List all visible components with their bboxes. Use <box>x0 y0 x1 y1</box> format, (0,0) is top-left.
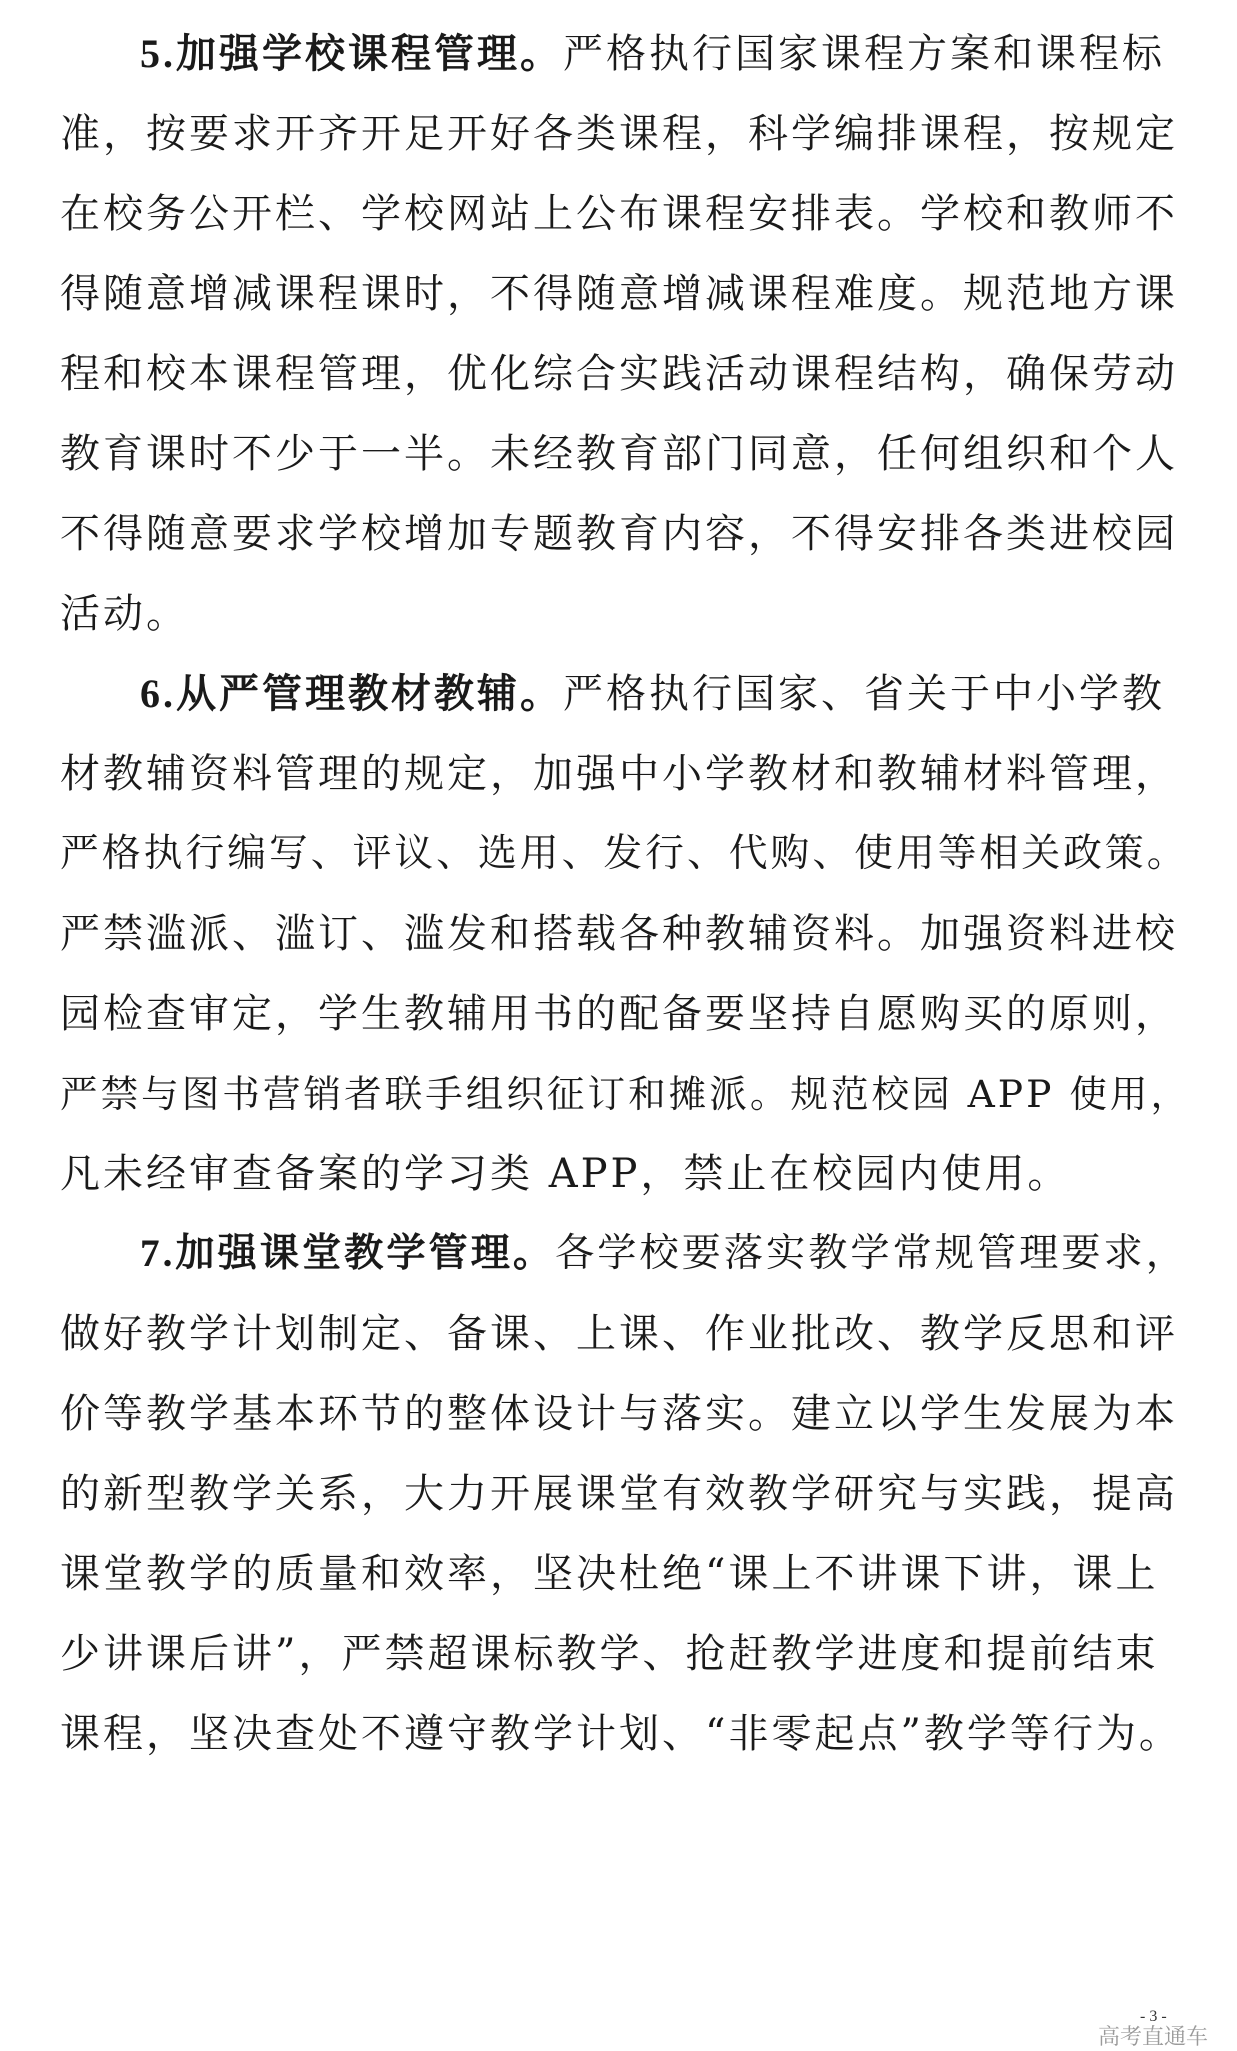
paragraph-line: 的新型教学关系，大力开展课堂有效教学研究与实践，提高 <box>60 1471 1178 1517</box>
paragraph-6 <box>60 654 1192 1214</box>
paragraph-line: 教育课时不少于一半。未经教育部门同意，任何组织和个人 <box>60 431 1178 477</box>
paragraph-line: 严禁滥派、滥订、滥发和搭载各种教辅资料。加强资料进校 <box>60 911 1178 957</box>
paragraph-text: 严格执行国家、省关于中小学教 <box>563 671 1165 717</box>
paragraph-first-line <box>60 654 1188 734</box>
paragraph-line: 严禁与图书营销者联手组织征订和摊派。规范校园 APP 使用， <box>60 1072 1192 1116</box>
page-number: - 3 - <box>1140 2008 1167 2025</box>
paragraph-line: 准，按要求开齐开足开好各类课程，科学编排课程，按规定 <box>60 111 1178 157</box>
paragraph-line: 园检查审定，学生教辅用书的配备要坚持自愿购买的原则， <box>60 991 1178 1037</box>
paragraph-line: 不得随意要求学校增加专题教育内容，不得安排各类进校园 <box>60 511 1178 557</box>
section-heading: 7.加强课堂教学管理。 <box>140 1232 556 1275</box>
paragraph-text: 严格执行国家课程方案和课程标 <box>563 31 1165 77</box>
paragraph-line: 活动。 <box>60 591 189 637</box>
paragraph-5 <box>60 14 1188 654</box>
paragraph-line: 课程，坚决查处不遵守教学计划、“非零起点”教学等行为。 <box>60 1711 1182 1757</box>
paragraph-text: 各学校要落实教学常规管理要求， <box>555 1231 1188 1276</box>
watermark-text: 高考直通车 <box>1098 2025 1209 2050</box>
paragraph-line: 严格执行编写、评议、选用、发行、代购、使用等相关政策。 <box>60 831 1189 876</box>
paragraph-line: 做好教学计划制定、备课、上课、作业批改、教学反思和评 <box>60 1311 1178 1357</box>
paragraph-line: 得随意增减课程课时，不得随意增减课程难度。规范地方课 <box>60 271 1178 317</box>
paragraph-first-line <box>60 1214 1188 1294</box>
document-body <box>60 14 1192 1774</box>
paragraph-line: 价等教学基本环节的整体设计与落实。建立以学生发展为本 <box>60 1391 1178 1437</box>
paragraph-line: 课堂教学的质量和效率，坚决杜绝“课上不讲课下讲，课上 <box>60 1551 1159 1597</box>
paragraph-first-line <box>60 14 1188 94</box>
paragraph-line: 凡未经审查备案的学习类 APP，禁止在校园内使用。 <box>60 1151 1071 1197</box>
section-heading: 6.从严管理教材教辅。 <box>140 671 563 716</box>
paragraph-line: 程和校本课程管理，优化综合实践活动课程结构，确保劳动 <box>60 351 1178 397</box>
section-heading: 5.加强学校课程管理。 <box>140 31 563 76</box>
paragraph-line: 材教辅资料管理的规定，加强中小学教材和教辅材料管理， <box>60 751 1178 797</box>
paragraph-line: 在校务公开栏、学校网站上公布课程安排表。学校和教师不 <box>60 191 1178 237</box>
paragraph-line: 少讲课后讲”，严禁超课标教学、抢赶教学进度和提前结束 <box>60 1631 1159 1677</box>
paragraph-7 <box>60 1214 1188 1774</box>
